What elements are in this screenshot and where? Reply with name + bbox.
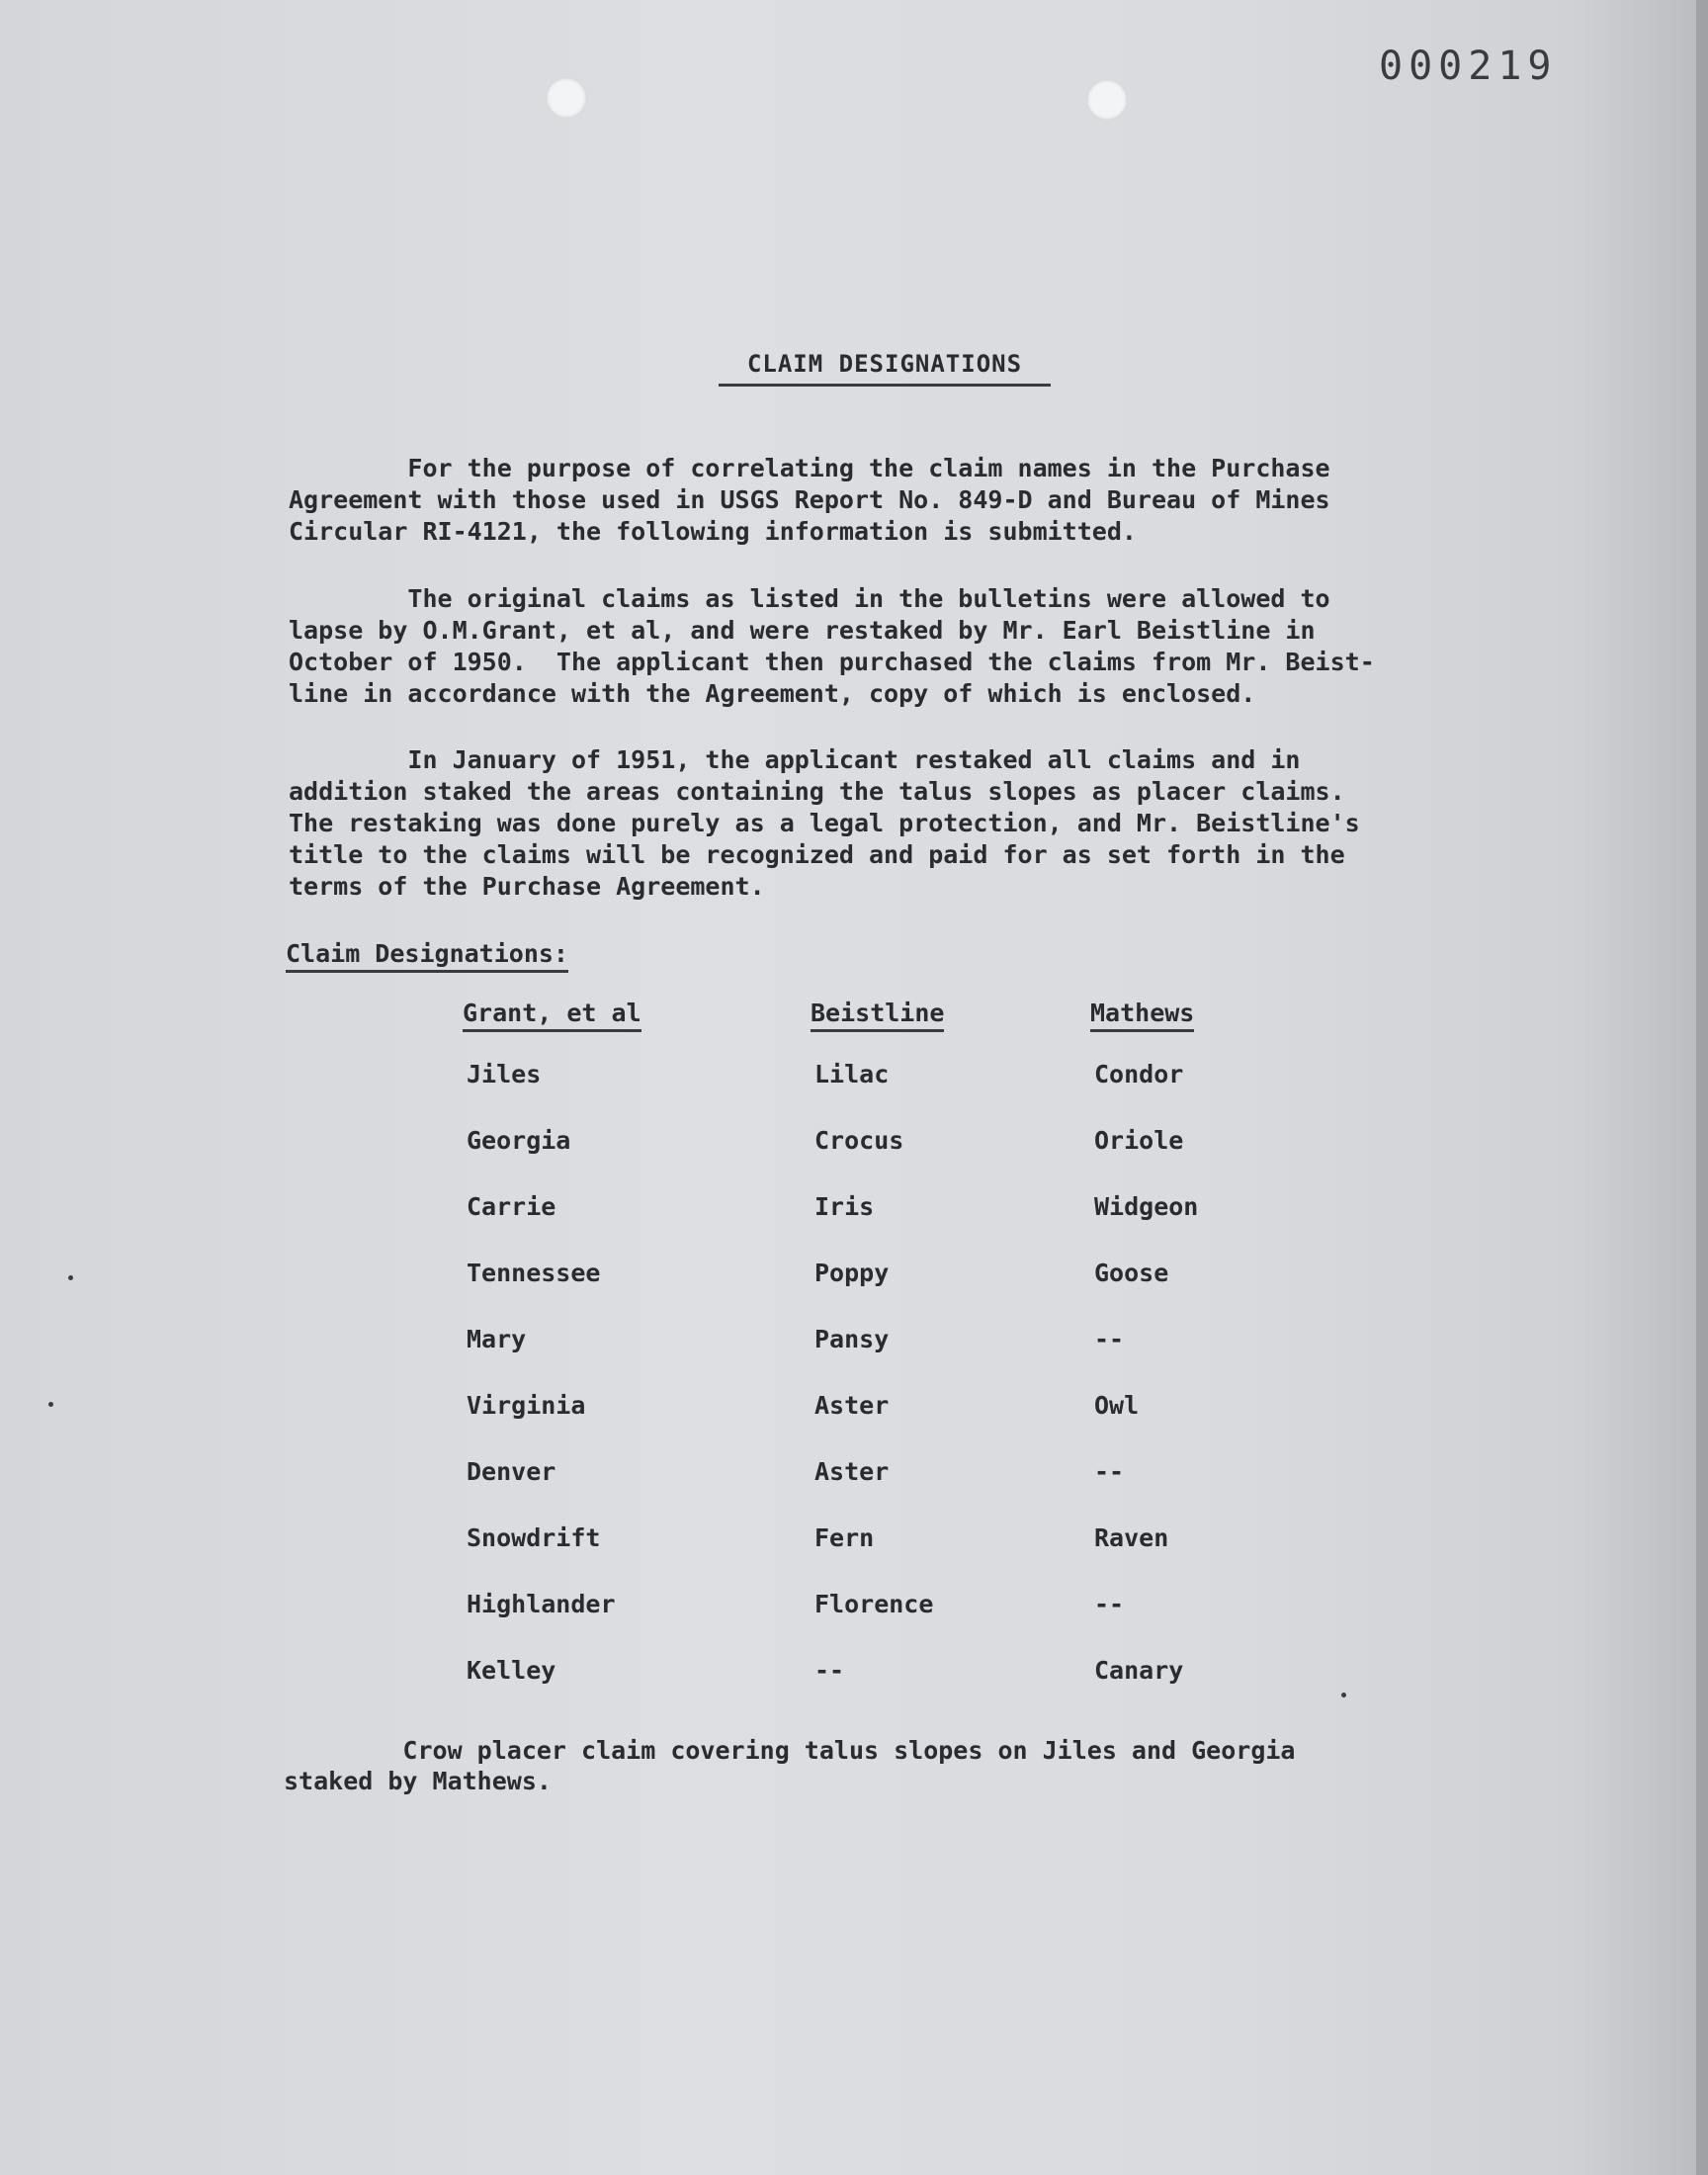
table-header-row bbox=[463, 999, 1288, 1060]
cell-beistline bbox=[811, 1060, 1090, 1126]
cell-mathews bbox=[1090, 1325, 1288, 1391]
cell-grant bbox=[463, 1590, 811, 1656]
cell-text: -- bbox=[814, 1656, 845, 1685]
cell-grant bbox=[463, 1259, 811, 1325]
claims-table-body bbox=[463, 1060, 1288, 1722]
cell-text: Highlander bbox=[467, 1590, 616, 1618]
cell-grant bbox=[463, 1656, 811, 1722]
table-row bbox=[463, 1523, 1288, 1590]
cell-grant bbox=[463, 1126, 811, 1192]
cell-text: Oriole bbox=[1094, 1126, 1184, 1155]
section-heading: Claim Designations: bbox=[286, 939, 568, 973]
cell-mathews bbox=[1090, 1656, 1288, 1722]
table-row bbox=[463, 1656, 1288, 1722]
cell-text: Aster bbox=[814, 1391, 890, 1420]
table-row bbox=[463, 1126, 1288, 1192]
cell-text: Poppy bbox=[814, 1259, 890, 1287]
cell-beistline bbox=[811, 1192, 1090, 1259]
cell-mathews bbox=[1090, 1060, 1288, 1126]
cell-text: Widgeon bbox=[1094, 1192, 1199, 1221]
table-row bbox=[463, 1259, 1288, 1325]
cell-mathews bbox=[1090, 1391, 1288, 1457]
cell-grant bbox=[463, 1523, 811, 1590]
column-header-beistline: Beistline bbox=[811, 999, 1090, 1060]
cell-text: Pansy bbox=[814, 1325, 890, 1353]
table-row bbox=[463, 1325, 1288, 1391]
cell-text: Owl bbox=[1094, 1391, 1140, 1420]
footnote: Crow placer claim covering talus slopes on Jiles and Georgia staked by Mathews. bbox=[284, 1736, 1296, 1795]
cell-text: Condor bbox=[1094, 1060, 1184, 1088]
cell-mathews bbox=[1090, 1590, 1288, 1656]
cell-text: Mary bbox=[467, 1325, 527, 1353]
claims-table bbox=[463, 999, 1288, 1722]
cell-beistline bbox=[811, 1457, 1090, 1523]
page-title: CLAIM DESIGNATIONS bbox=[719, 350, 1051, 387]
cell-text: Iris bbox=[814, 1192, 875, 1221]
paper-speck bbox=[68, 1275, 73, 1280]
cell-text: Georgia bbox=[467, 1126, 571, 1155]
cell-grant bbox=[463, 1060, 811, 1126]
cell-grant bbox=[463, 1192, 811, 1259]
page-edge-shadow bbox=[1696, 0, 1708, 2175]
cell-grant bbox=[463, 1325, 811, 1391]
cell-beistline bbox=[811, 1656, 1090, 1722]
cell-text: Snowdrift bbox=[467, 1523, 601, 1552]
paragraph-original-claims: The original claims as listed in the bulletins were allowed to lapse by O.M.Grant, et al, and were restaked by Mr. Earl Beistline in October of 1950. The applicant then purchased the claims from Mr. Beist- line in accordance with the Agreement, copy of which is enclosed. bbox=[289, 584, 1375, 708]
cell-mathews bbox=[1090, 1523, 1288, 1590]
table-row bbox=[463, 1590, 1288, 1656]
column-header-grant: Grant, et al bbox=[463, 999, 811, 1060]
cell-mathews bbox=[1090, 1457, 1288, 1523]
cell-beistline bbox=[811, 1325, 1090, 1391]
table-row bbox=[463, 1457, 1288, 1523]
cell-text: -- bbox=[1094, 1457, 1125, 1486]
cell-beistline bbox=[811, 1391, 1090, 1457]
cell-text: Jiles bbox=[467, 1060, 542, 1088]
punch-hole-left bbox=[546, 77, 587, 119]
cell-text: Denver bbox=[467, 1457, 556, 1486]
cell-text: Florence bbox=[814, 1590, 934, 1618]
cell-beistline bbox=[811, 1259, 1090, 1325]
cell-grant bbox=[463, 1457, 811, 1523]
cell-text: Raven bbox=[1094, 1523, 1169, 1552]
cell-beistline bbox=[811, 1590, 1090, 1656]
cell-grant bbox=[463, 1391, 811, 1457]
table-row bbox=[463, 1391, 1288, 1457]
column-header-mathews: Mathews bbox=[1090, 999, 1288, 1060]
cell-text: Carrie bbox=[467, 1192, 556, 1221]
table-row bbox=[463, 1060, 1288, 1126]
cell-text: Aster bbox=[814, 1457, 890, 1486]
table-row bbox=[463, 1192, 1288, 1259]
cell-beistline bbox=[811, 1523, 1090, 1590]
cell-beistline bbox=[811, 1126, 1090, 1192]
cell-text: Virginia bbox=[467, 1391, 586, 1420]
cell-text: -- bbox=[1094, 1590, 1125, 1618]
cell-text: Tennessee bbox=[467, 1259, 601, 1287]
paragraph-purpose: For the purpose of correlating the claim names in the Purchase Agreement with those used in USGS Report No. 849-D and Bureau of Mines Circular RI-4121, the following information is submitted. bbox=[289, 454, 1330, 546]
cell-mathews bbox=[1090, 1192, 1288, 1259]
cell-text: Fern bbox=[814, 1523, 875, 1552]
paper-speck bbox=[1341, 1693, 1346, 1697]
cell-text: -- bbox=[1094, 1325, 1125, 1353]
cell-text: Lilac bbox=[814, 1060, 890, 1088]
paragraph-restaking: In January of 1951, the applicant restaked all claims and in addition staked the areas containing the talus slopes as placer claims. The restaking was done purely as a legal protection, and Mr. Beistline's title to the claims will be recognized and paid for as set forth in the terms of the Purchase Agreement. bbox=[289, 745, 1360, 901]
cell-text: Crocus bbox=[814, 1126, 904, 1155]
cell-text: Goose bbox=[1094, 1259, 1169, 1287]
cell-mathews bbox=[1090, 1259, 1288, 1325]
document-number: 000219 bbox=[1379, 44, 1558, 89]
cell-text: Kelley bbox=[467, 1656, 556, 1685]
paper-speck bbox=[48, 1402, 53, 1407]
punch-hole-right bbox=[1086, 79, 1128, 121]
cell-mathews bbox=[1090, 1126, 1288, 1192]
cell-text: Canary bbox=[1094, 1656, 1184, 1685]
